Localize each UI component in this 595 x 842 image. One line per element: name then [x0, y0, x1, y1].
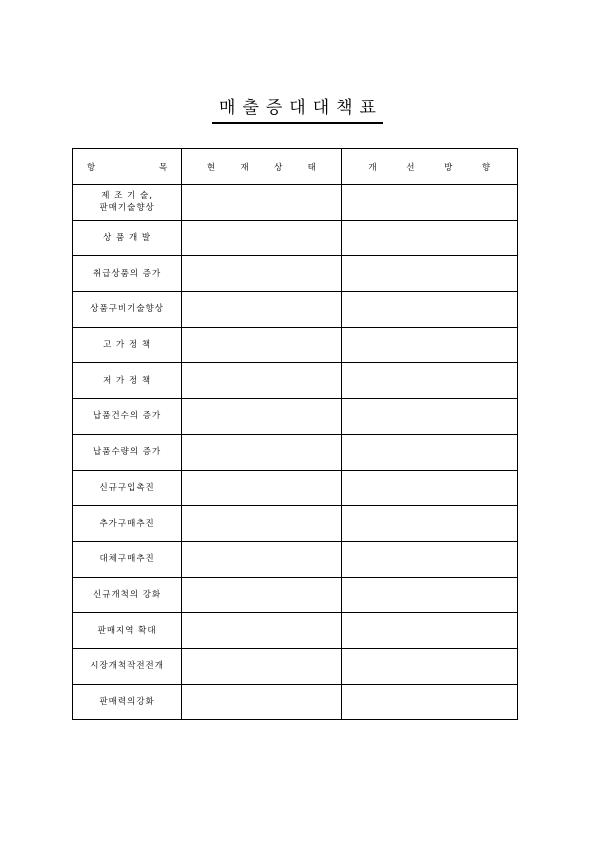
row-item-label: 판매지역 확대 — [97, 625, 157, 636]
row-improvement-plan-cell[interactable] — [341, 434, 517, 470]
row-improvement-plan-cell[interactable] — [341, 470, 517, 506]
row-item-label: 신규구입촉진 — [99, 482, 155, 493]
row-item-label: 고 가 정 책 — [103, 340, 152, 351]
row-improvement-plan-cell[interactable] — [341, 327, 517, 363]
row-current-status-cell[interactable] — [182, 648, 341, 684]
row-item-label: 추가구매추진 — [99, 518, 155, 529]
row-item-cell — [73, 220, 182, 256]
row-improvement-plan-cell[interactable] — [341, 506, 517, 542]
row-current-status-cell[interactable] — [182, 399, 341, 435]
header-plan-char: 선 — [406, 162, 415, 173]
row-current-status-cell[interactable] — [182, 185, 341, 221]
header-item-char: 항 — [87, 162, 96, 173]
row-item-label: 저 가 정 책 — [103, 375, 152, 386]
row-item-label: 시장개척작전전개 — [90, 661, 164, 672]
row-item-label: 납품건수의 증가 — [93, 411, 162, 422]
row-item-cell — [73, 577, 182, 613]
row-item-cell — [73, 470, 182, 506]
row-current-status-cell[interactable] — [182, 292, 341, 328]
table-row — [73, 541, 518, 577]
row-improvement-plan-cell[interactable] — [341, 399, 517, 435]
table-row — [73, 434, 518, 470]
table-row — [73, 327, 518, 363]
row-improvement-plan-cell[interactable] — [341, 541, 517, 577]
row-current-status-cell[interactable] — [182, 541, 341, 577]
row-improvement-plan-cell[interactable] — [341, 363, 517, 399]
table-row — [73, 684, 518, 720]
row-item-label: 상품구비기술향상 — [90, 304, 164, 315]
header-plan-char: 개 — [368, 162, 377, 173]
row-item-label: 대체구매추진 — [99, 554, 155, 565]
row-improvement-plan-cell[interactable] — [341, 220, 517, 256]
table-row — [73, 292, 518, 328]
document-title-wrap — [0, 97, 595, 124]
row-improvement-plan-cell[interactable] — [341, 292, 517, 328]
row-item-label: 제 조 기 술, 판매기술향상 — [99, 191, 155, 214]
row-current-status-cell[interactable] — [182, 434, 341, 470]
row-item-label: 상 품 개 발 — [103, 233, 152, 244]
row-improvement-plan-cell[interactable] — [341, 256, 517, 292]
row-current-status-cell[interactable] — [182, 363, 341, 399]
table-row — [73, 470, 518, 506]
document-title: 매출증대대책표 — [212, 97, 383, 124]
table-header-row — [73, 149, 518, 185]
row-item-cell — [73, 684, 182, 720]
row-improvement-plan-cell[interactable] — [341, 648, 517, 684]
table-row — [73, 185, 518, 221]
header-plan-char: 방 — [444, 162, 453, 173]
row-item-cell — [73, 185, 182, 221]
row-item-label: 취급상품의 증가 — [93, 268, 162, 279]
row-item-cell — [73, 363, 182, 399]
row-improvement-plan-cell[interactable] — [341, 684, 517, 720]
table-row — [73, 506, 518, 542]
row-item-cell — [73, 648, 182, 684]
row-current-status-cell[interactable] — [182, 327, 341, 363]
row-current-status-cell[interactable] — [182, 470, 341, 506]
header-improvement-plan — [341, 149, 517, 185]
row-current-status-cell[interactable] — [182, 506, 341, 542]
row-current-status-cell[interactable] — [182, 577, 341, 613]
header-current-char: 태 — [307, 162, 316, 173]
row-item-cell — [73, 541, 182, 577]
header-plan-char: 향 — [481, 162, 491, 173]
row-item-cell — [73, 256, 182, 292]
header-current-char: 현 — [206, 162, 216, 173]
row-item-label: 신규개척의 강화 — [93, 589, 162, 600]
row-improvement-plan-cell[interactable] — [341, 577, 517, 613]
header-current-status — [182, 149, 341, 185]
table-row — [73, 648, 518, 684]
row-item-cell — [73, 292, 182, 328]
header-item-char: 목 — [159, 162, 168, 173]
table-row — [73, 256, 518, 292]
table-row — [73, 577, 518, 613]
table-row — [73, 613, 518, 649]
row-current-status-cell[interactable] — [182, 220, 341, 256]
row-current-status-cell[interactable] — [182, 256, 341, 292]
header-current-char: 상 — [274, 162, 283, 173]
header-current-char: 재 — [240, 162, 249, 173]
row-improvement-plan-cell[interactable] — [341, 613, 517, 649]
row-item-cell — [73, 613, 182, 649]
table-row — [73, 220, 518, 256]
row-item-label: 판매력의강화 — [99, 696, 155, 707]
countermeasure-table — [72, 148, 518, 720]
header-item — [73, 149, 182, 185]
row-item-cell — [73, 434, 182, 470]
row-item-cell — [73, 327, 182, 363]
row-item-cell — [73, 506, 182, 542]
row-item-label: 납품수량의 증가 — [93, 447, 162, 458]
table-row — [73, 399, 518, 435]
row-item-cell — [73, 399, 182, 435]
table-row — [73, 363, 518, 399]
row-improvement-plan-cell[interactable] — [341, 185, 517, 221]
row-current-status-cell[interactable] — [182, 684, 341, 720]
row-current-status-cell[interactable] — [182, 613, 341, 649]
